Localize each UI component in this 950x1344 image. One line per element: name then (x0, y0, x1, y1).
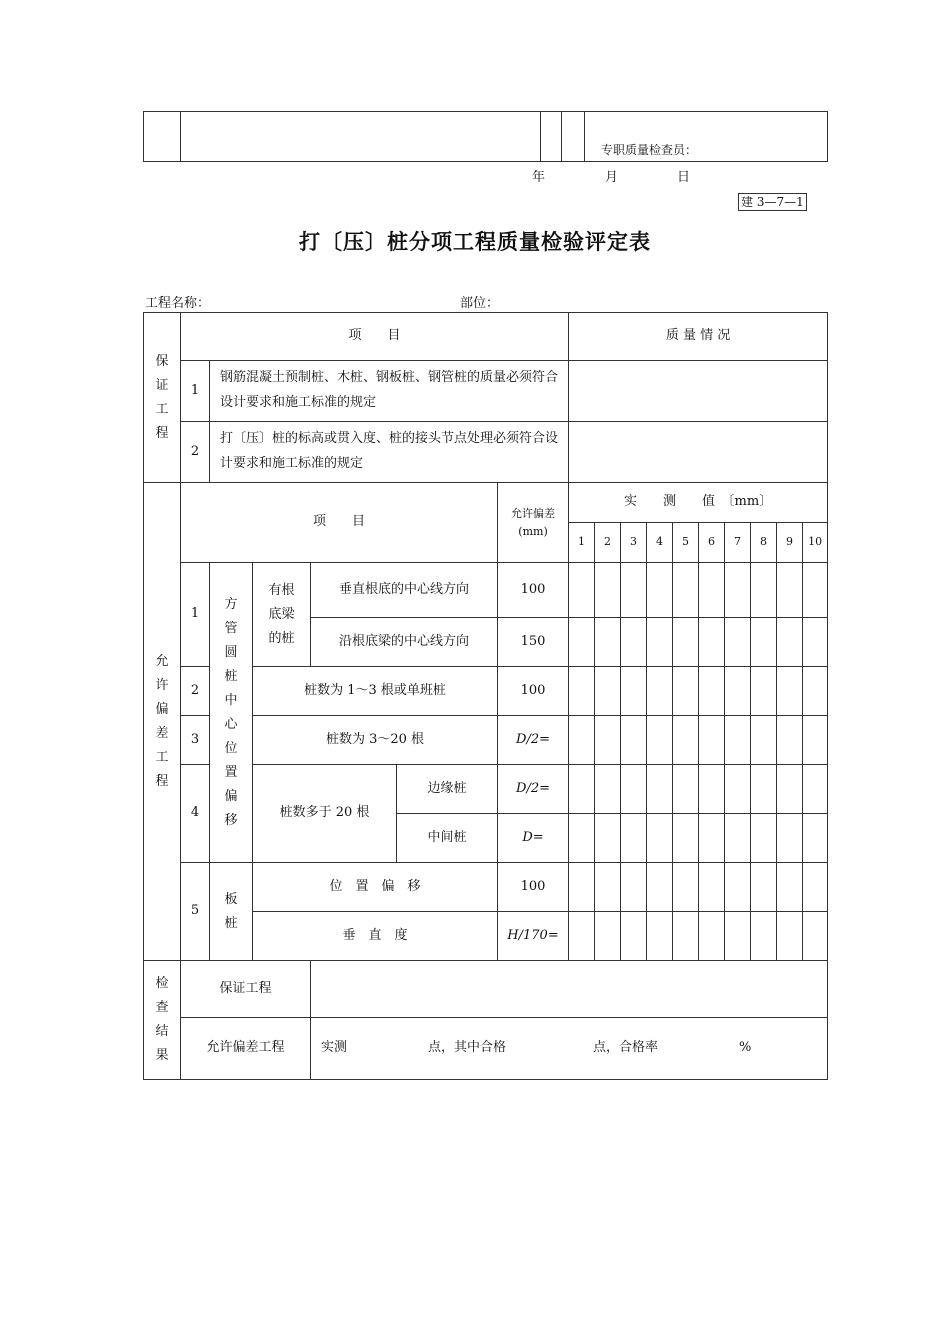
measure-cell[interactable] (699, 716, 725, 765)
measure-cell[interactable] (673, 765, 699, 814)
measured-col-header: 3 (621, 523, 647, 563)
measure-cell[interactable] (751, 716, 777, 765)
day-label: 日 (677, 170, 691, 185)
measure-cell[interactable] (621, 765, 647, 814)
guarantee-item-text: 钢筋混凝土预制桩、木桩、钢板桩、钢管桩的质量必须符合设计要求和施工标准的规定 (210, 361, 569, 422)
month-label: 月 (605, 170, 619, 185)
measure-cell[interactable] (647, 716, 673, 765)
table-row (144, 863, 828, 912)
measure-cell[interactable] (595, 765, 621, 814)
measure-cell[interactable] (699, 667, 725, 716)
row-allow: D= (498, 814, 569, 863)
pass-rate-label: 点，合格率 (593, 1040, 659, 1055)
measure-cell[interactable] (569, 863, 595, 912)
remnant-cell (144, 112, 181, 162)
measure-cell[interactable] (777, 716, 803, 765)
measure-cell[interactable] (803, 863, 828, 912)
measure-cell[interactable] (647, 765, 673, 814)
measure-cell[interactable] (751, 765, 777, 814)
measure-cell[interactable] (699, 563, 725, 618)
row-no: 1 (181, 563, 210, 667)
measure-cell[interactable] (803, 716, 828, 765)
project-name-label: 工程名称： (145, 296, 211, 311)
measure-cell[interactable] (595, 716, 621, 765)
row-item: 垂 直 度 (253, 912, 498, 961)
result-tolerance-label: 允许偏差工程 (181, 1018, 311, 1080)
measured-col-header: 1 (569, 523, 595, 563)
result-guarantee-value[interactable] (311, 961, 828, 1018)
tolerance-section-label: 允 许 偏 差 工 程 (144, 483, 181, 961)
measure-cell[interactable] (751, 863, 777, 912)
row-item: 边缘桩 (397, 765, 498, 814)
measure-cell[interactable] (621, 716, 647, 765)
measure-cell[interactable] (647, 618, 673, 667)
measure-cell[interactable] (621, 814, 647, 863)
measure-cell[interactable] (595, 563, 621, 618)
year-label: 年 (532, 170, 546, 185)
row-group: 桩数多于 20 根 (253, 765, 397, 863)
row-allow: H/170= (498, 912, 569, 961)
measure-cell[interactable] (673, 618, 699, 667)
measure-cell[interactable] (673, 863, 699, 912)
measure-cell[interactable] (699, 618, 725, 667)
measured-col-header: 10 (803, 523, 828, 563)
measured-col-header: 4 (647, 523, 673, 563)
measured-col-header: 8 (751, 523, 777, 563)
measure-cell[interactable] (699, 912, 725, 961)
measure-cell[interactable] (751, 912, 777, 961)
measure-cell[interactable] (725, 667, 751, 716)
measure-cell[interactable] (647, 863, 673, 912)
measure-cell[interactable] (777, 563, 803, 618)
result-tolerance-value[interactable] (311, 1018, 828, 1080)
row-item: 中间桩 (397, 814, 498, 863)
measure-cell[interactable] (621, 618, 647, 667)
row-allow: 100 (498, 563, 569, 618)
measure-cell[interactable] (673, 716, 699, 765)
guarantee-item-no: 2 (181, 422, 210, 483)
measure-cell[interactable] (569, 563, 595, 618)
row-allow: 150 (498, 618, 569, 667)
measure-cell[interactable] (777, 863, 803, 912)
row-item: 桩数为 1～3 根或单班桩 (253, 667, 498, 716)
measure-cell[interactable] (803, 667, 828, 716)
remnant-cell (181, 112, 541, 162)
row-item: 沿根底梁的中心线方向 (311, 618, 498, 667)
top-remnant-table (143, 111, 828, 162)
form-code: 建 3—7—1 (738, 193, 807, 211)
measure-cell[interactable] (569, 912, 595, 961)
quality-cell[interactable] (569, 422, 828, 483)
measure-cell[interactable] (621, 912, 647, 961)
allow-header: 允许偏差 (mm) (498, 483, 569, 563)
percent-label: % (739, 1040, 752, 1055)
measured-col-header: 5 (673, 523, 699, 563)
measure-cell[interactable] (725, 765, 751, 814)
row-no: 5 (181, 863, 210, 961)
inspector-cell (585, 112, 828, 162)
group-label-board-pile: 板 桩 (210, 863, 253, 961)
measure-cell[interactable] (803, 814, 828, 863)
measure-cell[interactable] (647, 667, 673, 716)
row-item: 位 置 偏 移 (253, 863, 498, 912)
measure-cell[interactable] (673, 667, 699, 716)
measure-cell[interactable] (699, 863, 725, 912)
measure-cell[interactable] (725, 863, 751, 912)
measure-cell[interactable] (777, 618, 803, 667)
measure-cell[interactable] (751, 814, 777, 863)
measure-cell[interactable] (751, 667, 777, 716)
row-allow: 100 (498, 667, 569, 716)
row-no: 3 (181, 716, 210, 765)
guarantee-item-text: 打〔压〕桩的标高或贯入度、桩的接头节点处理必须符合设计要求和施工标准的规定 (210, 422, 569, 483)
measure-cell[interactable] (777, 912, 803, 961)
row-no: 2 (181, 667, 210, 716)
guarantee-item-no: 1 (181, 361, 210, 422)
measure-cell[interactable] (725, 716, 751, 765)
row-item: 桩数为 3～20 根 (253, 716, 498, 765)
measure-cell[interactable] (699, 765, 725, 814)
row-allow: D/2= (498, 716, 569, 765)
measure-cell[interactable] (803, 912, 828, 961)
measure-cell[interactable] (777, 667, 803, 716)
measure-cell[interactable] (803, 618, 828, 667)
row-no: 4 (181, 765, 210, 863)
measure-cell[interactable] (725, 618, 751, 667)
measure-cell[interactable] (621, 863, 647, 912)
quality-cell[interactable] (569, 361, 828, 422)
measure-cell[interactable] (647, 563, 673, 618)
measure-cell[interactable] (725, 563, 751, 618)
measure-cell[interactable] (647, 912, 673, 961)
measure-cell[interactable] (595, 863, 621, 912)
measure-cell[interactable] (699, 814, 725, 863)
measure-cell[interactable] (803, 563, 828, 618)
remnant-cell (541, 112, 562, 162)
measure-cell[interactable] (621, 667, 647, 716)
row-item: 垂直根底的中心线方向 (311, 563, 498, 618)
guarantee-section-label: 保 证 工 程 (144, 313, 181, 483)
measure-cell[interactable] (569, 814, 595, 863)
measured-col-header: 9 (777, 523, 803, 563)
measure-cell[interactable] (751, 618, 777, 667)
measure-cell[interactable] (673, 814, 699, 863)
measure-cell[interactable] (673, 912, 699, 961)
measure-cell[interactable] (777, 814, 803, 863)
measured-col-header: 7 (725, 523, 751, 563)
measured-header: 实 测 值 〔mm〕 (569, 483, 828, 523)
tolerance-item-header: 项 目 (181, 483, 498, 563)
measure-cell[interactable] (569, 765, 595, 814)
sub-label-beam-pile: 有根 底梁 的桩 (253, 563, 311, 667)
points-pass-label: 点，其中合格 (428, 1040, 507, 1055)
measure-cell[interactable] (595, 912, 621, 961)
measure-cell[interactable] (595, 618, 621, 667)
row-allow: 100 (498, 863, 569, 912)
measure-cell[interactable] (595, 814, 621, 863)
result-guarantee-label: 保证工程 (181, 961, 311, 1018)
measured-label: 实测 (321, 1040, 348, 1055)
remnant-cell (562, 112, 585, 162)
main-table (143, 312, 828, 1080)
measure-cell[interactable] (725, 814, 751, 863)
measure-cell[interactable] (595, 667, 621, 716)
measure-cell[interactable] (569, 716, 595, 765)
measured-col-header: 2 (595, 523, 621, 563)
location-label: 部位： (460, 296, 500, 311)
table-row (144, 563, 828, 618)
result-section-label: 检 查 结 果 (144, 961, 181, 1080)
measure-cell[interactable] (751, 563, 777, 618)
measured-col-header: 6 (699, 523, 725, 563)
page-title: 打〔压〕桩分项工程质量检验评定表 (299, 230, 651, 254)
measure-cell[interactable] (621, 563, 647, 618)
measure-cell[interactable] (569, 667, 595, 716)
row-allow: D/2= (498, 765, 569, 814)
measure-cell[interactable] (803, 765, 828, 814)
measure-cell[interactable] (647, 814, 673, 863)
quality-header: 质 量 情 况 (569, 313, 828, 361)
inspector-label: 专职质量检查员： (601, 143, 698, 157)
group-label-pile-offset: 方 管 圆 桩 中 心 位 置 偏 移 (210, 563, 253, 863)
measure-cell[interactable] (673, 563, 699, 618)
measure-cell[interactable] (725, 912, 751, 961)
guarantee-item-header: 项 目 (181, 313, 569, 361)
measure-cell[interactable] (777, 765, 803, 814)
measure-cell[interactable] (569, 618, 595, 667)
